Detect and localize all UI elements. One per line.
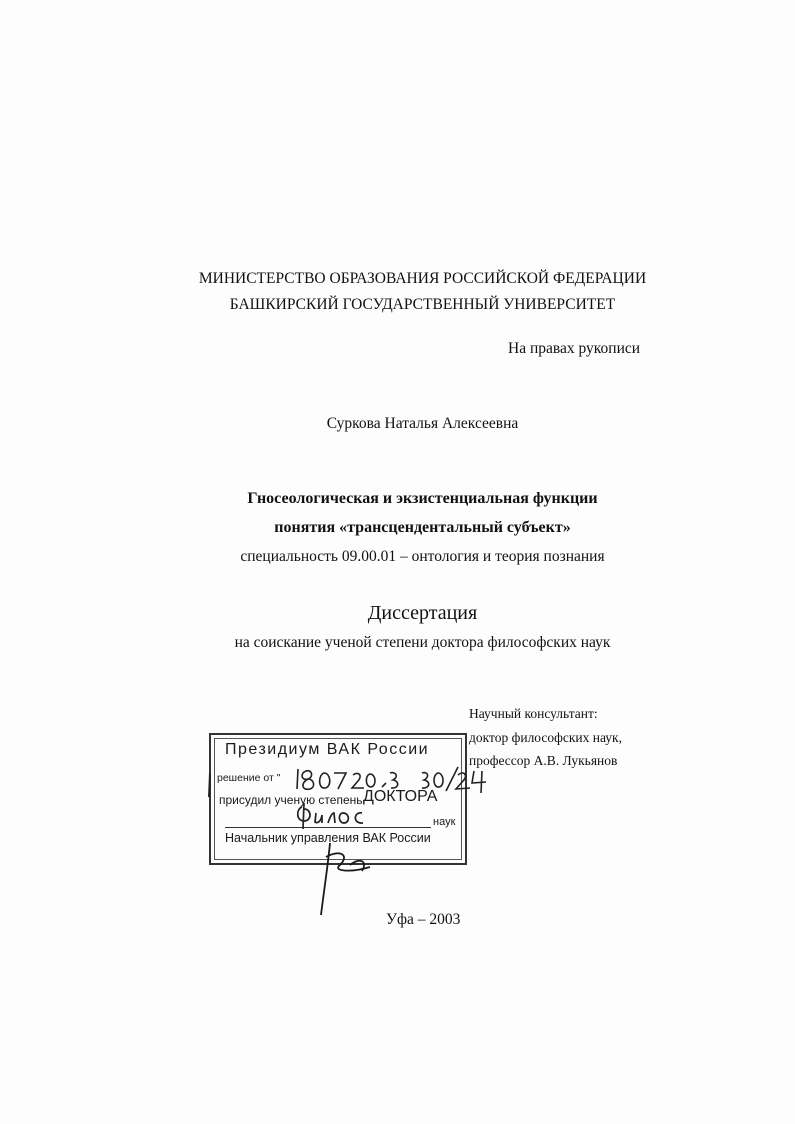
vak-stamp [209, 733, 467, 865]
advisor-name: профессор А.В. Лукьянов [469, 753, 618, 768]
advisor-degree: доктор философских наук, [469, 730, 622, 745]
document-type: Диссертация [367, 602, 478, 624]
manuscript-note: На правах рукописи [508, 340, 641, 357]
specialty-line: специальность 09.00.01 – онтология и теория познания [240, 548, 605, 565]
advisor-label: Научный консультант: [469, 706, 598, 721]
stamp-degree-printed: ДОКТОРА [363, 788, 438, 805]
author-name: Суркова Наталья Алексеевна [326, 415, 519, 432]
city-year: Уфа – 2003 [386, 911, 461, 928]
stamp-decision-label: решение от " [217, 772, 281, 784]
degree-line: на соискание ученой степени доктора философских наук [234, 634, 611, 651]
dissertation-title-line-1: Гносеологическая и экзистенциальная функции [247, 490, 598, 507]
dissertation-title-line-2: понятия «трансцендентальный субъект» [274, 519, 571, 536]
stamp-title: Президиум ВАК России [225, 741, 430, 758]
ministry-heading: МИНИСТЕРСТВО ОБРАЗОВАНИЯ РОССИЙСКОЙ ФЕДЕРАЦИИ [198, 270, 647, 287]
stamp-field-underline [225, 827, 431, 828]
university-heading: БАШКИРСКИЙ ГОСУДАРСТВЕННЫЙ УНИВЕРСИТЕТ [229, 296, 616, 313]
stamp-sciences-label: наук [433, 816, 456, 828]
stamp-head-label: Начальник управления ВАК России [225, 831, 431, 845]
stamp-awarded-label: присудил ученую степень [219, 793, 363, 807]
